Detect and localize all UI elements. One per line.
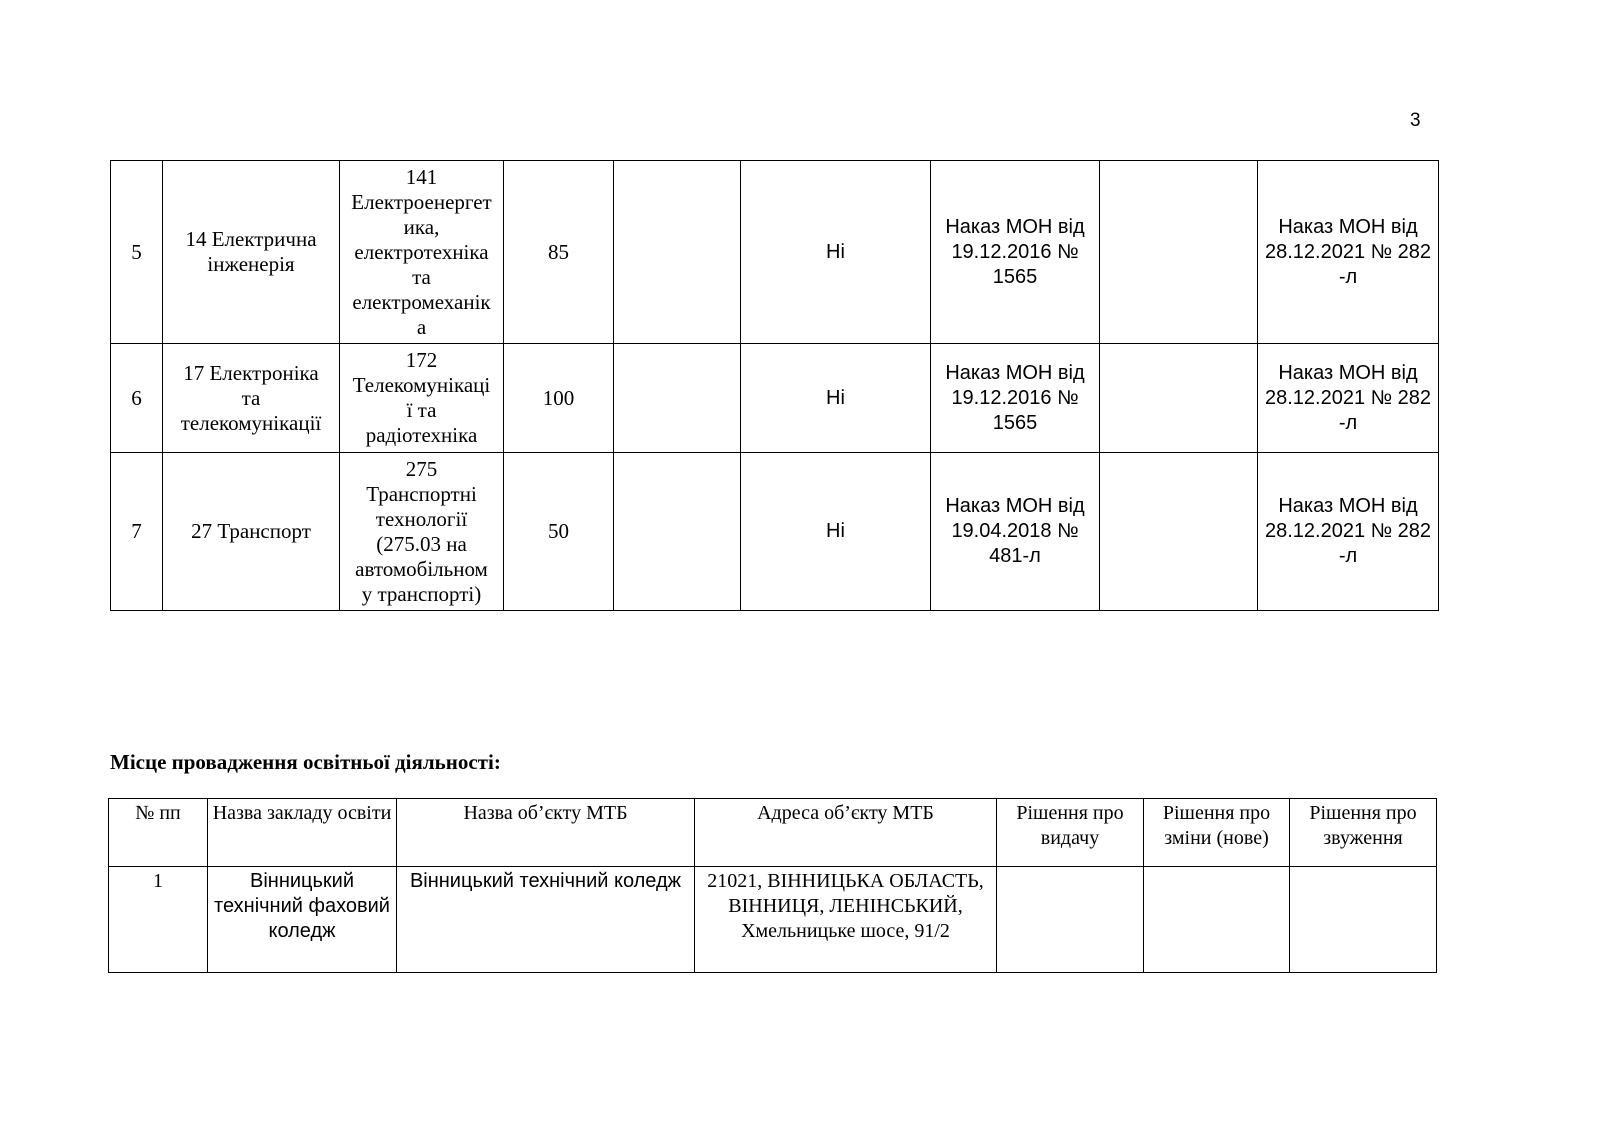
table-row [111, 344, 1439, 453]
empty-cell [1100, 344, 1258, 453]
header-decision-issue: Рішення про видачу [997, 799, 1144, 867]
specialty: 172 Телекомунікаці ї та радіотехніка [340, 344, 504, 453]
decision-issue: Наказ МОН від 19.12.2016 № 1565 [931, 161, 1100, 344]
header-decision-narrow: Рішення про звуження [1290, 799, 1437, 867]
empty-cell [1100, 161, 1258, 344]
header-institution: Назва закладу освіти [208, 799, 397, 867]
answer-cell: Ні [741, 344, 931, 453]
row-number: 7 [111, 453, 163, 611]
header-object-name: Назва об’єкту МТБ [397, 799, 695, 867]
specialty: 275 Транспортні технології (275.03 на автомобільном у транспорті) [340, 453, 504, 611]
object-address: 21021, ВІННИЦЬКА ОБЛАСТЬ, ВІННИЦЯ, ЛЕНІНСЬКИЙ, Хмельницьке шосе, 91/2 [695, 867, 997, 973]
decision-change: Наказ МОН від 28.12.2021 № 282 -л [1258, 453, 1439, 611]
header-num: № пп [109, 799, 208, 867]
decision-change [1144, 867, 1290, 973]
field-of-knowledge: 17 Електроніка та телекомунікації [163, 344, 340, 453]
answer-cell: Ні [741, 453, 931, 611]
decision-issue: Наказ МОН від 19.12.2016 № 1565 [931, 344, 1100, 453]
decision-issue: Наказ МОН від 19.04.2018 № 481-л [931, 453, 1100, 611]
license-volume: 85 [504, 161, 614, 344]
header-object-address: Адреса об’єкту МТБ [695, 799, 997, 867]
decision-change: Наказ МОН від 28.12.2021 № 282 -л [1258, 344, 1439, 453]
row-number: 5 [111, 161, 163, 344]
decision-issue [997, 867, 1144, 973]
field-of-knowledge: 27 Транспорт [163, 453, 340, 611]
object-name: Вінницький технічний коледж [397, 867, 695, 973]
programs-table [110, 160, 1439, 611]
table-header-row [109, 799, 1437, 867]
location-table [108, 798, 1437, 973]
row-number: 1 [109, 867, 208, 973]
empty-cell [614, 161, 741, 344]
table-row [111, 453, 1439, 611]
page-number: 3 [1410, 110, 1421, 131]
row-number: 6 [111, 344, 163, 453]
decision-change: Наказ МОН від 28.12.2021 № 282 -л [1258, 161, 1439, 344]
empty-cell [614, 453, 741, 611]
answer-cell: Ні [741, 161, 931, 344]
table-row [111, 161, 1439, 344]
empty-cell [1100, 453, 1258, 611]
decision-narrow [1290, 867, 1437, 973]
section-title: Місце провадження освітньої діяльності: [110, 750, 501, 774]
table-row [109, 867, 1437, 973]
header-decision-change: Рішення про зміни (нове) [1144, 799, 1290, 867]
license-volume: 50 [504, 453, 614, 611]
empty-cell [614, 344, 741, 453]
institution-name: Вінницький технічний фаховий коледж [208, 867, 397, 973]
license-volume: 100 [504, 344, 614, 453]
specialty: 141 Електроенергет ика, електротехніка та електромеханік а [340, 161, 504, 344]
field-of-knowledge: 14 Електрична інженерія [163, 161, 340, 344]
